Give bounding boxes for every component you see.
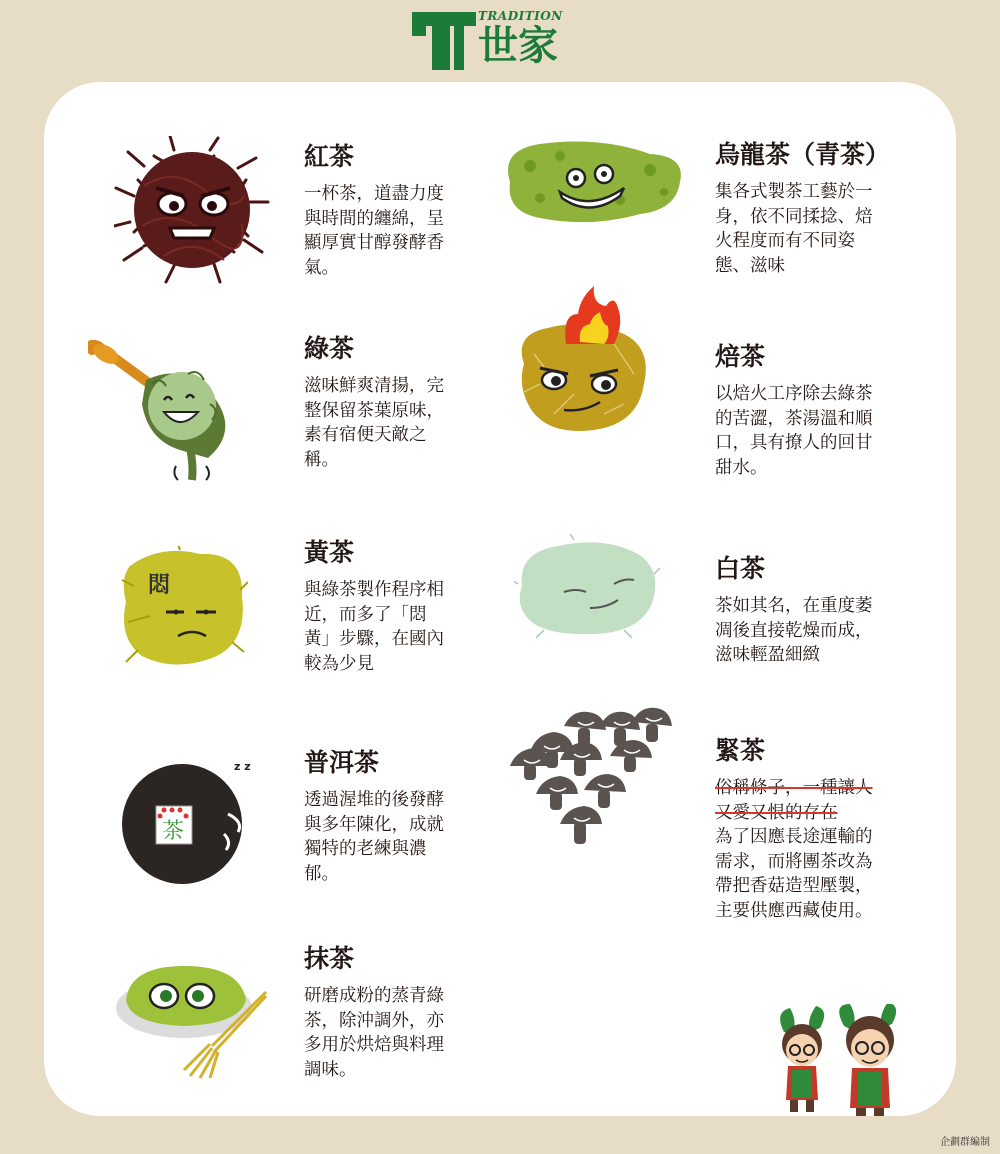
tea-name: 烏龍茶（青茶） bbox=[715, 140, 891, 169]
matcha-character-icon bbox=[114, 960, 274, 1080]
tea-name: 焙茶 bbox=[715, 342, 766, 371]
tea-entry-compressed bbox=[715, 736, 885, 923]
black-tea-character-icon bbox=[114, 136, 270, 284]
tea-description: 與綠茶製作程序相近，而多了「悶黃」步驟，在國內較為少見 bbox=[304, 580, 444, 674]
tea-entry-white bbox=[715, 554, 885, 668]
white-tea-character-icon bbox=[514, 534, 660, 638]
tea-entry-black bbox=[304, 142, 474, 280]
tea-description: 茶如其名，在重度萎凋後直接乾燥而成，滋味輕盈細緻 bbox=[715, 596, 873, 665]
brand-tagline: TRADITION bbox=[478, 9, 563, 23]
tea-name: 紅茶 bbox=[304, 142, 355, 171]
yellow-tea-character-icon bbox=[120, 546, 248, 670]
tea-description: 透過渥堆的後發酵與多年陳化，成就獨特的老練與濃郁。 bbox=[304, 790, 444, 884]
tea-description: 為了因應長途運輸的需求，而將團茶改為帶把香菇造型壓製，主要供應西藏使用。 bbox=[715, 827, 873, 921]
puerh-label: 茶 bbox=[162, 819, 185, 844]
compressed-tea-character-icon bbox=[508, 706, 674, 850]
roasted-tea-character-icon bbox=[514, 284, 652, 440]
yellow-tea-mark: 悶 bbox=[148, 573, 171, 598]
tea-name: 黃茶 bbox=[304, 538, 355, 567]
tea-name: 白茶 bbox=[715, 554, 766, 583]
tea-entry-oolong bbox=[715, 140, 891, 278]
mascot-characters-icon bbox=[770, 1004, 910, 1116]
tea-description: 研磨成粉的蒸青綠茶，除沖調外，亦多用於烘焙與料理調味。 bbox=[304, 986, 444, 1080]
tea-description: 滋味鮮爽清揚，完整保留茶葉原味，素有宿便天敵之稱。 bbox=[304, 376, 444, 470]
tea-entry-matcha bbox=[304, 944, 474, 1082]
tea-description: 以焙火工序除去綠茶的苦澀，茶湯溫和順口，具有撩人的回甘甜水。 bbox=[715, 384, 873, 478]
green-tea-character-icon bbox=[88, 340, 248, 490]
oolong-tea-character-icon bbox=[500, 136, 686, 228]
tea-name: 普洱茶 bbox=[304, 748, 380, 777]
tea-name: 綠茶 bbox=[304, 334, 355, 363]
tea-entry-yellow bbox=[304, 538, 474, 676]
tea-entry-green bbox=[304, 334, 474, 472]
brand-name: 世家 bbox=[478, 23, 558, 69]
sleep-icon: z z bbox=[234, 760, 251, 773]
tea-name: 緊茶 bbox=[715, 736, 766, 765]
tea-description: 一杯茶，道盡力度與時間的纏綿，呈顯厚實甘醇發酵香氣。 bbox=[304, 184, 444, 278]
tea-entry-roasted bbox=[715, 342, 885, 480]
tea-entry-puerh bbox=[304, 748, 474, 886]
tea-name: 抹茶 bbox=[304, 944, 355, 973]
credit-text: 企劃群編制 bbox=[940, 1137, 990, 1148]
tea-description: 集各式製茶工藝於一身，依不同揉捻、焙火程度而有不同姿態、滋味 bbox=[715, 182, 873, 276]
tea-description-struck: 俗稱條子，一種讓人又愛又恨的存在 bbox=[715, 778, 873, 823]
puerh-tea-character-icon bbox=[120, 752, 260, 892]
